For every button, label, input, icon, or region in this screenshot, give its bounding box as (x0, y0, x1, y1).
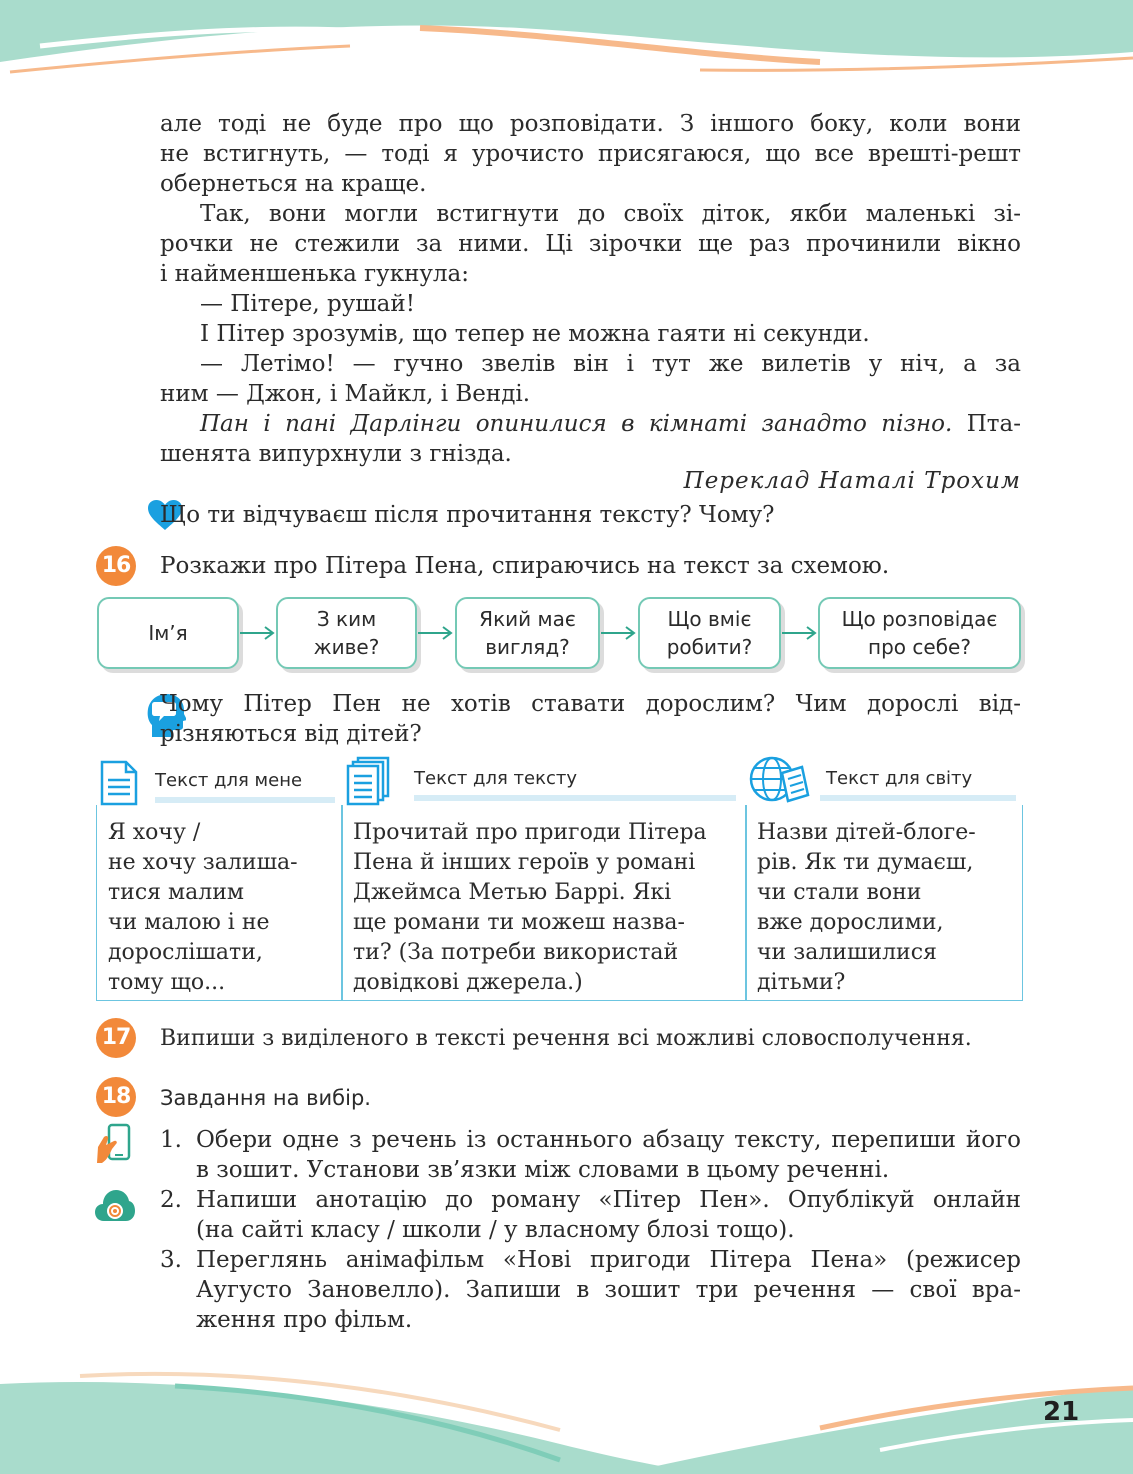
task-18-badge: 18 (96, 1077, 136, 1117)
tab-underline (414, 795, 736, 801)
translator-credit: Переклад Наталі Трохим (683, 468, 1021, 494)
cell-for-world: Назви дітей-блоге- рів. Як ти думаєш, чи стали вони вже дорослими, чи залишилися дітьми? (757, 820, 976, 995)
table-divider (341, 805, 343, 1001)
cell-for-text: Прочитай про пригоди Пітера Пена й інших героїв у романі Джеймса Метью Баррі. Які ще романи ти можеш назва- ти? (За потреби використай довідкові джерела.) (353, 820, 707, 995)
top-wave-decoration (0, 0, 1133, 90)
paragraph-1-line-2: не встигнуть, — тоді я урочисто присягаюся, що все врешті-решт (160, 141, 1021, 167)
task-18-item-2-number: 2. (160, 1187, 182, 1213)
paragraph-1-line-1: але тоді не буде про що розповідати. З іншого боку, коли вони (160, 111, 1021, 137)
globe-document-icon (748, 755, 810, 807)
reflection-question: Що ти відчуваєш після прочитання тексту? Чому? (160, 502, 775, 528)
scheme-step-skills: Що вміє робити? (638, 597, 781, 669)
table-divider (745, 805, 747, 1001)
task-18-item-3-line-3: ження про фільм. (196, 1307, 413, 1333)
paragraph-3: — Пітере, рушай! (200, 291, 415, 317)
paragraph-5-line-2: ним — Джон, і Майкл, і Венді. (160, 381, 531, 407)
scheme-step-about-self: Що розповідає про себе? (818, 597, 1021, 669)
task-18-item-1-line-1: Обери одне з речень із останнього абзацу тексту, перепиши його (196, 1127, 1021, 1153)
paragraph-6-line-1 (160, 409, 1021, 439)
tab-underline (155, 797, 335, 803)
task-17-text: Випиши з виділеного в тексті речення всі можливі словосполучення. (160, 1026, 972, 1051)
task-18-text: Завдання на вибір. (160, 1086, 371, 1110)
tab-underline (820, 795, 1016, 801)
cell-for-me: Я хочу / не хочу залиша- тися малим чи малою і не дорослішати, тому що... (108, 820, 298, 995)
task-17-badge: 17 (96, 1018, 136, 1058)
task-18-item-3-number: 3. (160, 1247, 182, 1273)
scheme-step-lives-with: З ким живе? (276, 597, 417, 669)
scheme-step-name: Ім’я (97, 597, 239, 669)
paragraph-2-line-2: рочки не стежили за ними. Ці зірочки ще раз прочинили вікно (160, 231, 1021, 257)
scheme-arrow-icon (782, 625, 818, 641)
task-18-item-3-line-1: Переглянь анімафільм «Нові пригоди Пітера Пена» (режисер (196, 1247, 1021, 1273)
paragraph-2-line-3: і найменшенька гукнула: (160, 261, 470, 287)
three-texts-table (96, 805, 1023, 1001)
task-18-item-2-line-2: (на сайті класу / школи / у власному блозі тощо). (196, 1217, 795, 1243)
paragraph-6-rest: Пта- (952, 411, 1021, 437)
task-18-item-2-line-1: Напиши анотацію до роману «Пітер Пен». Опублікуй онлайн (196, 1187, 1021, 1213)
task-18-item-3-line-2: Аугусто Зановелло). Запиши в зошит три речення — свої вра- (196, 1277, 1021, 1303)
tab-title-for-text: Текст для тексту (414, 768, 578, 789)
document-icon (100, 760, 138, 806)
page-number: 21 (1043, 1397, 1080, 1427)
discussion-question-line-1: Чому Пітер Пен не хотів ставати дорослим? Чим дорослі від- (160, 691, 1021, 717)
cloud-online-icon (94, 1185, 136, 1225)
paragraph-4: І Пітер зрозумів, що тепер не можна гаяти ні секунди. (200, 321, 870, 347)
highlighted-sentence: Пан і пані Дарлінги опинилися в кімнаті занадто пізно. (200, 411, 953, 437)
scheme-arrow-icon (418, 625, 454, 641)
tab-title-for-world: Текст для світу (826, 768, 973, 789)
paragraph-1-line-3: обернеться на краще. (160, 171, 427, 197)
task-16-badge: 16 (96, 546, 136, 586)
task-18-item-1-line-2: в зошит. Установи зв’язки між словами в цьому реченні. (196, 1157, 890, 1183)
paragraph-2-line-1: Так, вони могли встигнути до своїх діток, якби маленькі зі- (200, 201, 1021, 227)
discussion-question-line-2: різняються від дітей? (160, 721, 422, 747)
paragraph-5-line-1: — Летімо! — гучно звелів він і тут же вилетів у ніч, а за (200, 351, 1021, 377)
scheme-arrow-icon (240, 625, 276, 641)
paragraph-6-line-2: шенята випурхнули з гнізда. (160, 441, 512, 467)
bottom-wave-decoration (0, 1364, 1133, 1474)
phone-hand-icon (96, 1123, 132, 1165)
tab-title-for-me: Текст для мене (155, 770, 303, 791)
scheme-step-appearance: Який має вигляд? (455, 597, 600, 669)
documents-stack-icon (346, 756, 392, 806)
task-18-item-1-number: 1. (160, 1127, 182, 1153)
scheme-arrow-icon (601, 625, 637, 641)
task-16-text: Розкажи про Пітера Пена, спираючись на текст за схемою. (160, 553, 890, 579)
